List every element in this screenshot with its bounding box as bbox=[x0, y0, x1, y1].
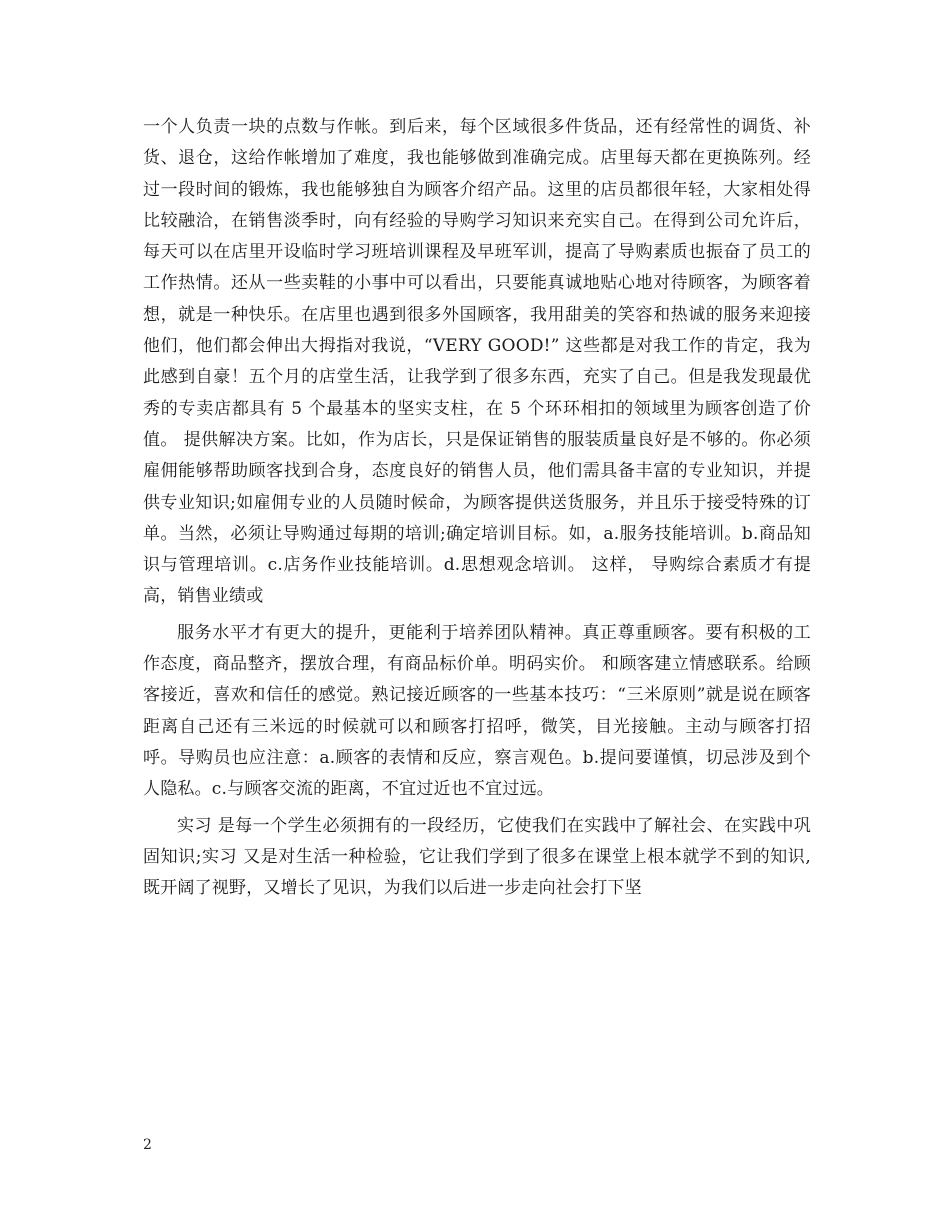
paragraph-1: 一个人负责一块的点数与作帐。到后来，每个区域很多件货品，还有经常性的调货、补货、退仓，这给作帐增加了难度，我也能够做到准确完成。店里每天都在更换陈列。经过一段时间的锻炼，我也能够独自为顾客介绍产品。这里的店员都很年轻，大家相处得比较融洽，在销售淡季时，向有经验的导购学习知识来充实自己。在得到公司允许后，每天可以在店里开设临时学习班培训课程及早班军训，提高了导购素质也振奋了员工的工作热情。还从一些卖鞋的小事中可以看出，只要能真诚地贴心地对待顾客，为顾客着想，就是一种快乐。在店里也遇到很多外国顾客，我用甜美的笑容和热诚的服务来迎接他们，他们都会伸出大拇指对我说，“VERY GOOD!” 这些都是对我工作的肯定，我为此感到自豪！五个月的店堂生活，让我学到了很多东西，充实了自己。但是我发现最优秀的专卖店都具有 5 个最基本的坚实支柱，在 5 个环环相扣的领域里为顾客创造了价值。 提供解决方案。比如，作为店长，只是保证销售的服装质量良好是不够的。你必须雇佣能够帮助顾客找到合身，态度良好的销售人员，他们需具备丰富的专业知识，并提供专业知识;如雇佣专业的人员随时候命，为顾客提供送货服务，并且乐于接受特殊的订单。当然，必须让导购通过每期的培训;确定培训目标。如，a.服务技能培训。b.商品知识与管理培训。c.店务作业技能培训。d.思想观念培训。 这样， 导购综合素质才有提高，销售业绩或 bbox=[143, 117, 811, 607]
paragraph-2: 服务水平才有更大的提升，更能利于培养团队精神。真正尊重顾客。要有积极的工作态度，商品整齐，摆放合理，有商品标价单。明码实价。 和顾客建立情感联系。给顾客接近，喜欢和信任的感觉。熟记接近顾客的一些基本技巧：“三米原则”就是说在顾客距离自己还有三米远的时候就可以和顾客打招呼，微笑，目光接触。主动与顾客打招呼。导购员也应注意：a.顾客的表情和反应，察言观色。b.提问要谨慎，切忌涉及到个人隐私。c.与顾客交流的距离，不宜过近也不宜过远。 bbox=[143, 622, 811, 800]
paragraph-3: 实习 是每一个学生必须拥有的一段经历，它使我们在实践中了解社会、在实践中巩固知识;实习 又是对生活一种检验，它让我们学到了很多在课堂上根本就学不到的知识,既开阔了视野，又增长了见识，为我们以后进一步走向社会打下坚 bbox=[143, 815, 811, 899]
page-number: 2 bbox=[143, 1137, 152, 1153]
document-body bbox=[143, 112, 811, 904]
